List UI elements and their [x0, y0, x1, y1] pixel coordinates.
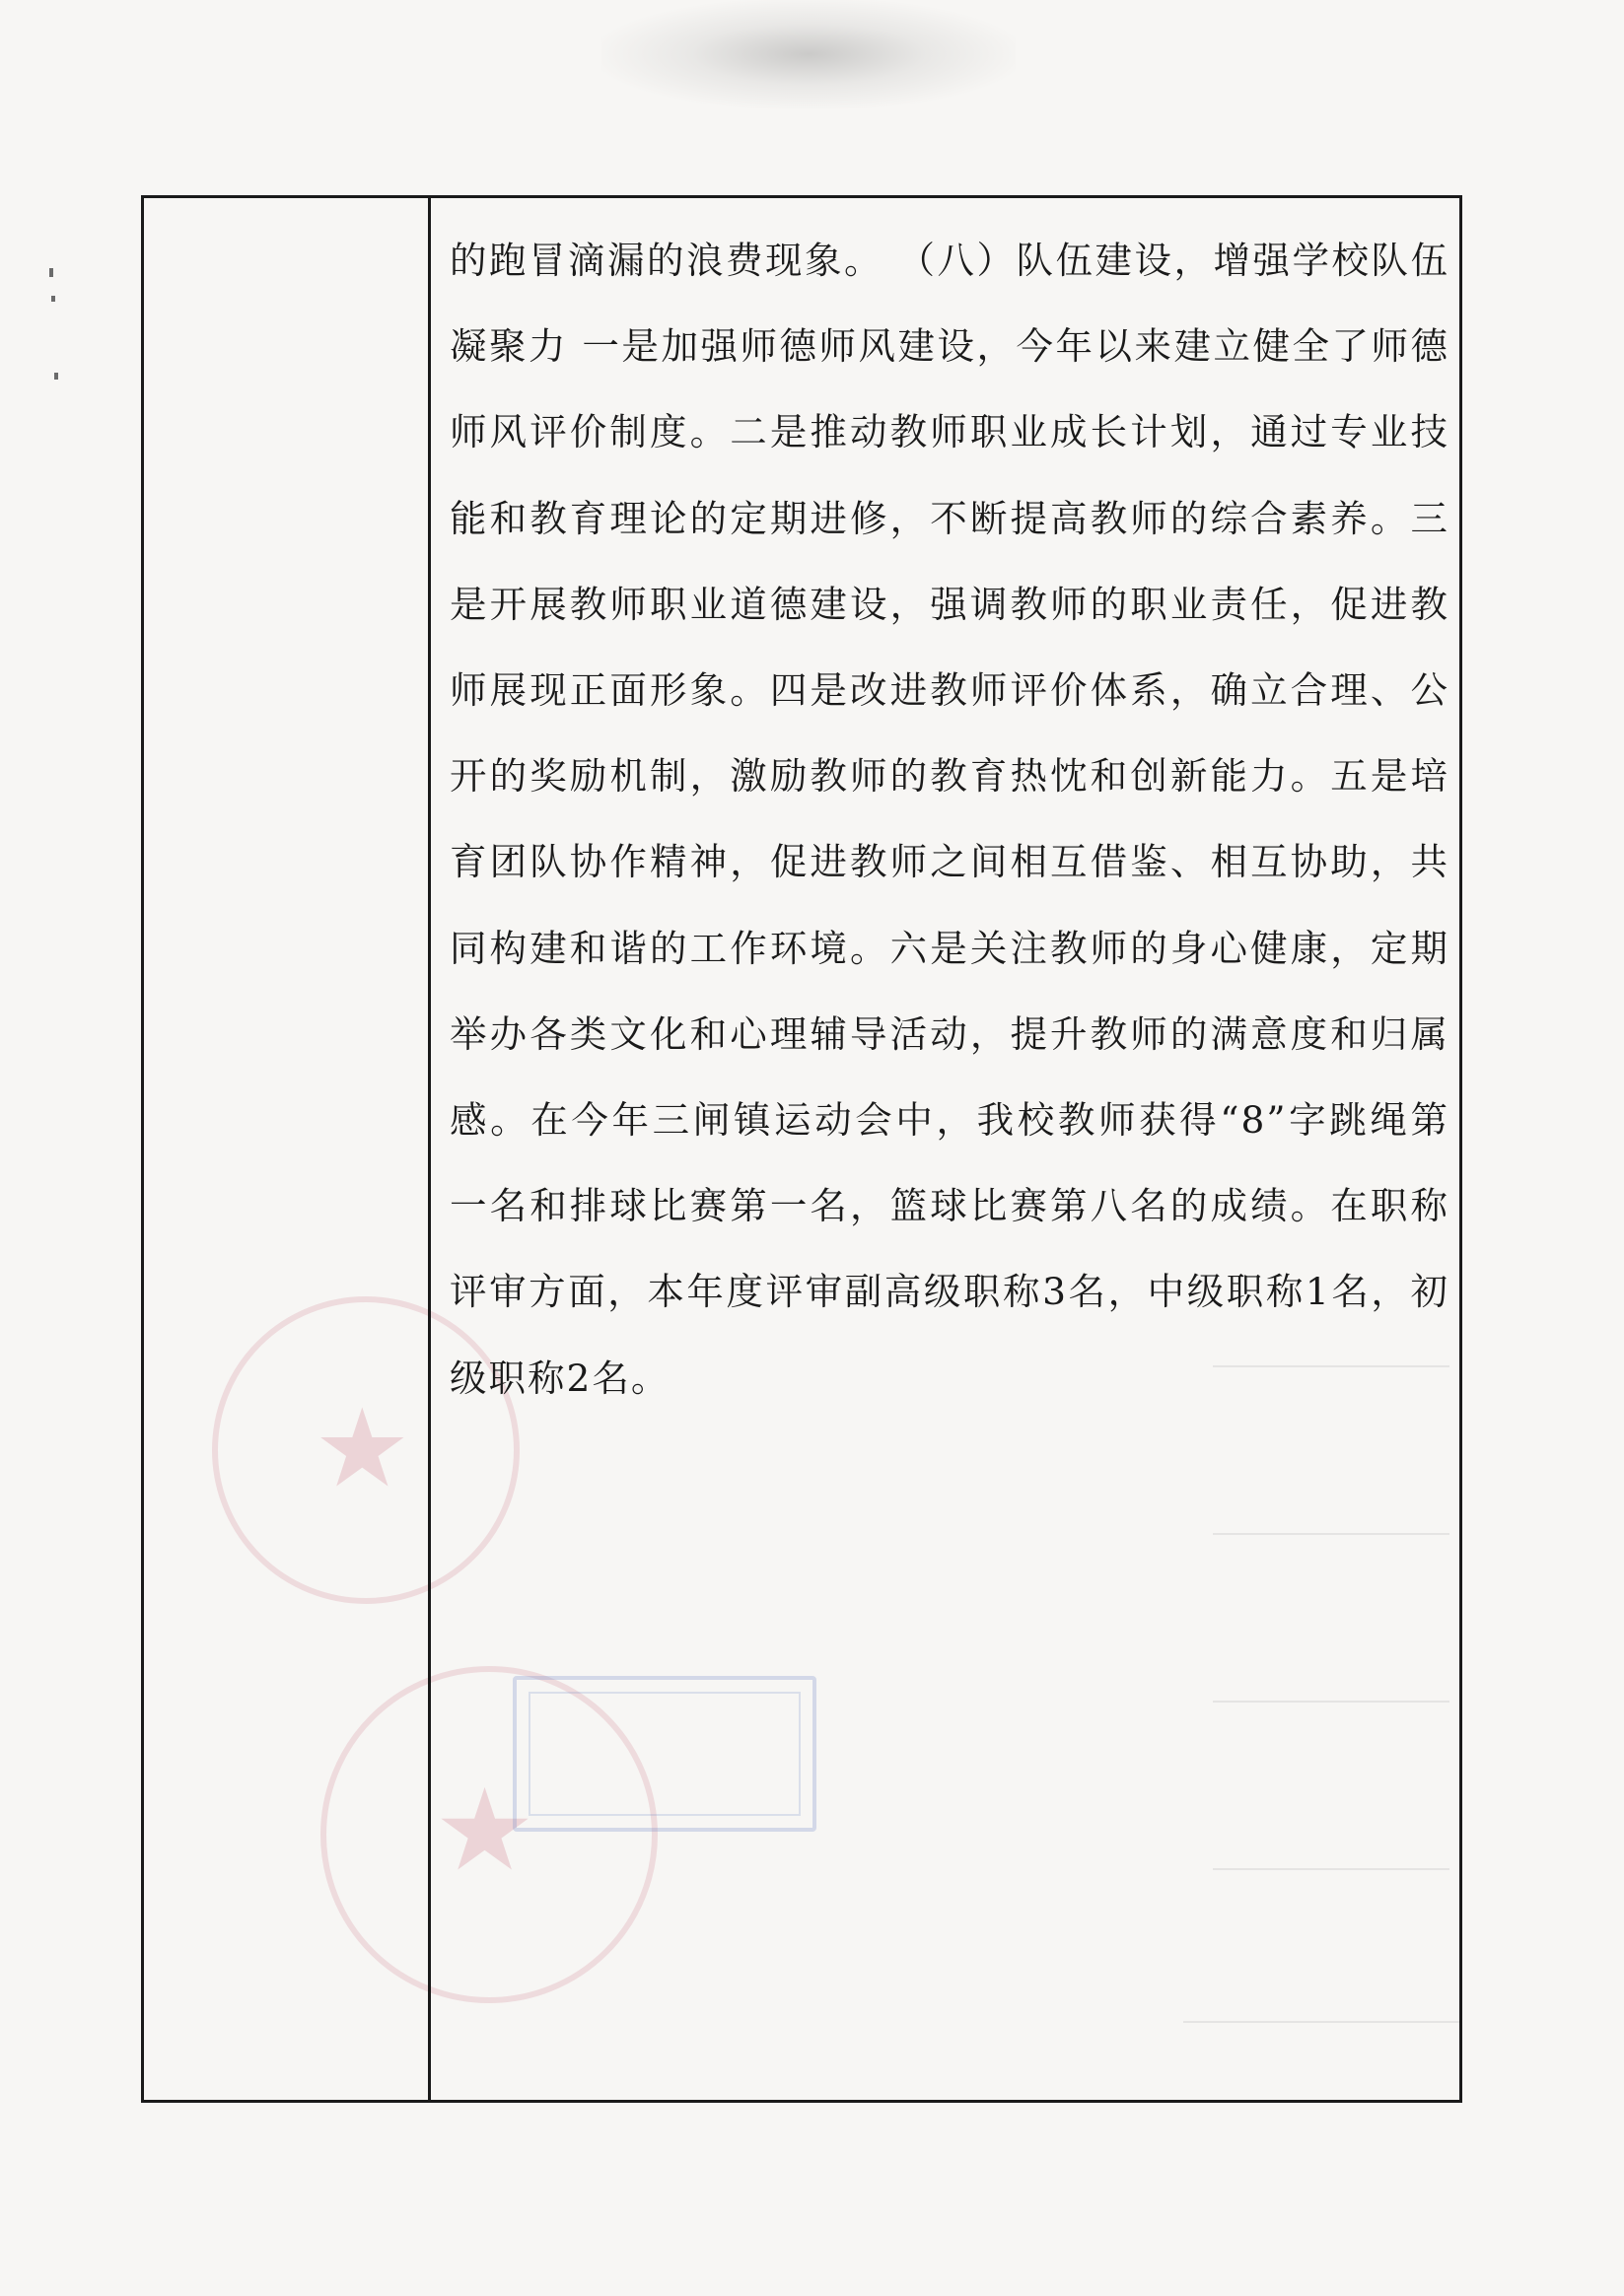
scan-artifact-top: [601, 0, 1016, 108]
label-column: [144, 198, 431, 2100]
form-table: [141, 195, 1462, 2103]
body-paragraph: 的跑冒滴漏的浪费现象。 （八）队伍建设，增强学校队伍凝聚力 一是加强师德师风建设，今年以来建立健全了师德师风评价制度。二是推动教师职业成长计划，通过专业技能和教育理论的定期进修，不断提高教师的综合素养。三是开展教师职业道德建设，强调教师的职业责任，促进教师展现正面形象。四是改进教师评价体系，确立合理、公开的奖励机制，激励教师的教育热忱和创新能力。五是培育团队协作精神，促进教师之间相互借鉴、相互协助，共同构建和谐的工作环境。六是关注教师的身心健康，定期举办各类文化和心理辅导活动，提升教师的满意度和归属感。在今年三闸镇运动会中，我校教师获得“8”字跳绳第一名和排球比赛第一名，篮球比赛第八名的成绩。在职称评审方面，本年度评审副高级职称3名，中级职称1名，初级职称2名。: [450, 239, 1449, 1400]
content-cell: [434, 198, 1459, 2100]
